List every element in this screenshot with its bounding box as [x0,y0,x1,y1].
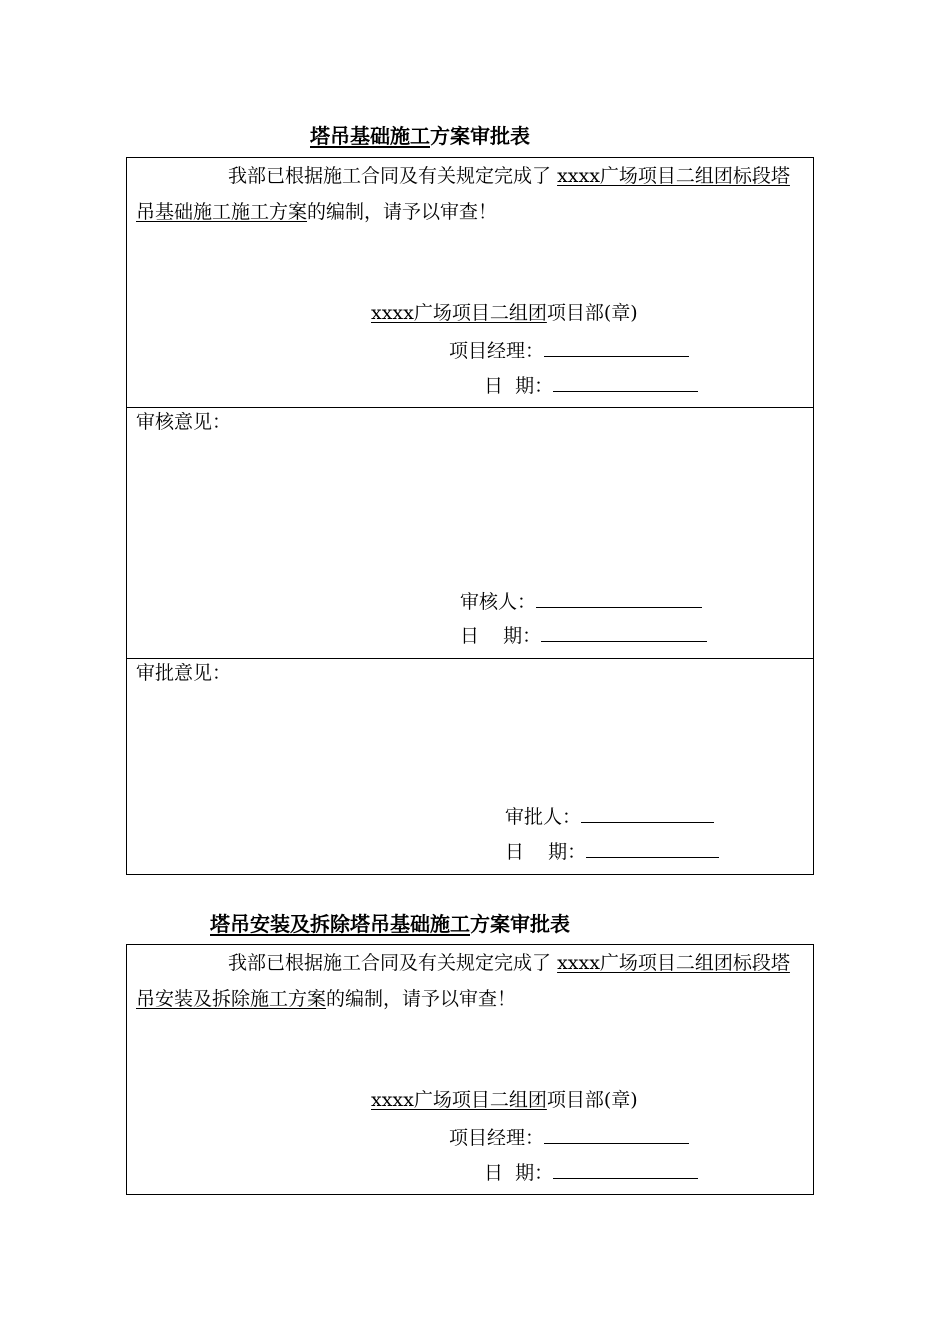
form1-approver-row: 审批人： [505,803,714,831]
form1-manager-signature-line[interactable] [544,338,689,357]
form1-approver-signature-line[interactable] [581,804,714,823]
form2-manager-signature-line[interactable] [544,1125,689,1144]
form1-manager-row: 项目经理： [449,337,689,365]
form2-manager-row: 项目经理： [449,1124,689,1152]
form2-title-rest: 方案审批表 [470,912,570,936]
form1-title-rest: 方案审批表 [430,124,530,148]
form1-title [310,123,530,149]
form2-date-line[interactable] [553,1160,698,1179]
form1-project-name: xxxx广场项目二组团标段塔吊基础施工施工方案 [136,165,790,223]
form2-department-stamp: xxxx广场项目二组团项目部(章) [371,1089,638,1111]
form2-title [210,911,570,937]
form1-department-stamp: xxxx广场项目二组团项目部(章) [371,302,638,324]
form1-review-date-line[interactable] [541,623,707,642]
form2-title-underlined: 塔吊安装及拆除塔吊基础施工 [210,912,470,936]
form1-intro-text: 我部已根据施工合同及有关规定完成了 xxxx广场项目二组团标段塔吊基础施工施工方案的编制，请予以审查！ [136,165,790,223]
form1-review-section [126,407,814,659]
form1-approval-section [126,658,814,875]
form1-review-heading: 审核意见： [136,411,232,433]
form2-submission-section [126,944,814,1195]
form2-project-name: xxxx广场项目二组团标段塔吊安装及拆除施工方案 [136,952,790,1010]
form1-reviewer-signature-line[interactable] [536,589,702,608]
form1-title-underlined: 塔吊基础施工 [310,124,430,148]
form1-review-date-row: 日 期： [460,622,707,650]
form1-submission-section [126,157,814,408]
form2-intro-text: 我部已根据施工合同及有关规定完成了 xxxx广场项目二组团标段塔吊安装及拆除施工方案的编制，请予以审查！ [136,952,790,1010]
form2-date-row: 日 期： [484,1159,698,1187]
form1-date-line[interactable] [553,373,698,392]
form1-approve-date-row: 日 期： [505,838,719,866]
form1-approve-date-line[interactable] [586,839,719,858]
form1-date-row: 日 期： [484,372,698,400]
form1-reviewer-row: 审核人： [460,588,702,616]
form1-approve-heading: 审批意见： [136,662,232,684]
